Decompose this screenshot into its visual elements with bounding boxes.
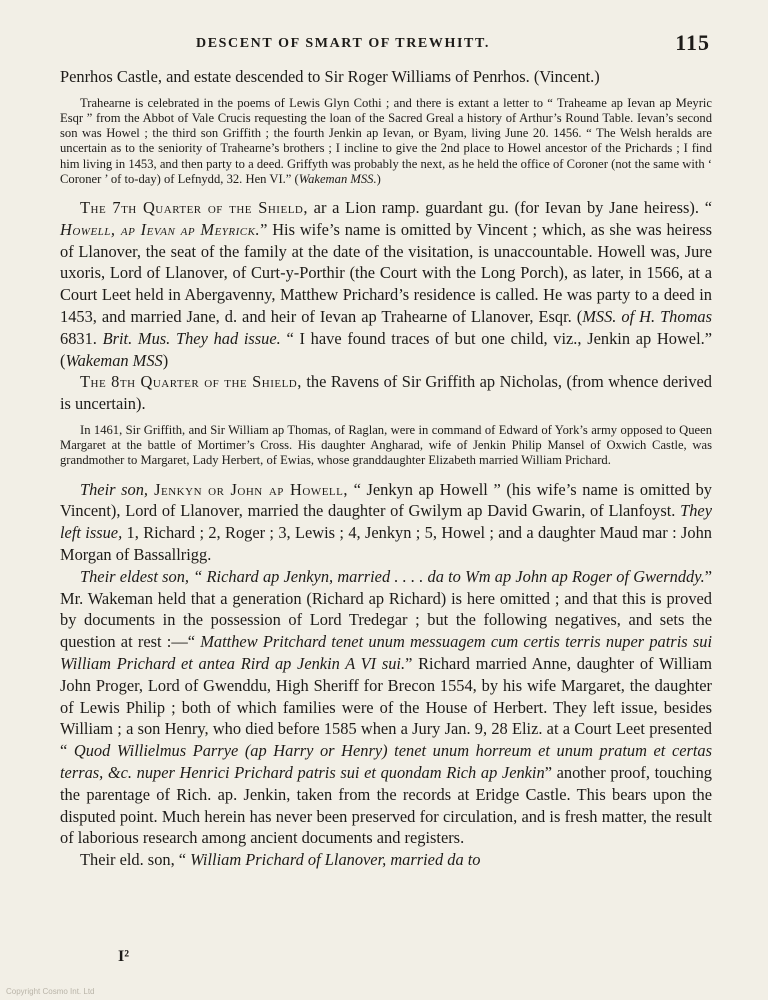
paragraph-jenkyn: Their son, Jenkyn or John ap Howell, “ Jenkyn ap Howell ” (his wife’s name is omitted by Vincent), Lord of Llanover, married the daughter of Gwilym ap David Gwarin, of Llanfoyst. They left issue, 1, Richard ; 2, Roger ; 3, Lewis ; 4, Jenkyn ; 5, Howel ; and a daughter Maud mar : John Morgan of Bassallrigg. [60, 479, 712, 564]
body-text [60, 66, 712, 871]
paragraph-richard: Their eldest son, “ Richard ap Jenkyn, married . . . . da to Wm ap John ap Roger of Gwernddy.” Mr. Wakeman held that a generation (Richard ap Richard) is here omitted ; and that this is proved by documents in the possession of Lord Tredegar ; but the following negatives, and sets the question at rest :—“ Matthew Pritchard tenet unum messuagem cum certis terris nuper patris sui William Prichard et antea Rird ap Jenkin A VI sui.” Richard married Anne, daughter of William John Proger, Lord of Gwenddu, High Sheriff for Brecon 1554, by his wife Margaret, the daughter of Lewis Philip ; both of which families were of the House of Herbert. They left issue, besides William ; a son Henry, who died before 1585 when a Jury Jan. 9, 28 Eliz. at a Court Leet presented “ Quod Willielmus Parrye (ap Harry or Henry) tenet unum horreum et unum pratum et certas terras, &c. nuper Henrici Prichard patris sui et quondam Rich ap Jenkin” another proof, touching the parentage of Rich. ap. Jenkin, taken from the records at Eridge Castle. This bears upon the disputed point. Much herein has never been preserved for circulation, and is fresh matter, the result of laborious research among ancient documents and registers. [60, 566, 713, 848]
paragraph-penrhos: Penrhos Castle, and estate descended to Sir Roger Williams of Penrhos. (Vincent.) [60, 67, 600, 86]
paragraph-william: Their eld. son, “ William Prichard of Llanover, married da to [80, 850, 481, 870]
note-sir-griffith: In 1461, Sir Griffith, and Sir William ap Thomas, of Raglan, were in command of Edward of York’s army opposed to Queen Margaret at the battle of Mortimer’s Cross. His daughter Angharad, wife of Jenkin Philip Mansel of Oxwich Castle, was grandmother to Margaret, Lady Herbert, of Ewias, whose granddaughter Elizabeth married William Prichard. [60, 422, 712, 468]
note-trahearne: Trahearne is celebrated in the poems of Lewis Glyn Cothi ; and there is extant a letter to “ Traheame ap Ievan ap Meyric Esqr ” from the Abbot of Vale Crucis requesting the loan of the Sacred Greal a history of Arthur’s Round Table. Ievan’s second son was Howel ; the third son Griffith ; the fourth Jenkin ap Ievan, or Byam, living June 20. 1456. “ The Welsh heralds are uncertain as to the seniority of Trahearne’s brothers ; I incline to give the 2nd place to Howel ancestor of the Prichards ; I find him living in 1453, and then party to a deed. Griffyth was probably the next, as he held the office of Coroner (not the same with ‘ Coroner ’ of to-day) of Lefnydd, 32. Hen VI.” (Wakeman MSS.) [60, 95, 712, 186]
page-header [56, 30, 712, 60]
paragraph-seventh-quarter: The 7th Quarter of the Shield, ar a Lion ramp. guardant gu. (for Ievan by Jane heiress). “ Howell, ap Ievan ap Meyrick.” His wife’s name is omitted by Vincent ; which, as she was heiress of Llanover, the seat of the family at the date of the visitation, is unaccountable. Howell was, Jure uxoris, Lord of Llanover, of Curt-y-Porthir (the Court with the Long Porch), as later, in 1566, at a Court Leet held in Abergavenny, Matthew Prichard’s residence is called. He was party to a deed in 1453, and married Jane, d. and heir of Ievan ap Trahearne of Llanover, Esqr. (MSS. of H. Thomas 6831. Brit. Mus. They had issue. “ I have found traces of but one child, viz., Jenkin ap Howel.” (Wakeman MSS) [60, 198, 712, 370]
signature-mark: I² [118, 948, 130, 965]
running-title: DESCENT OF SMART OF TREWHITT. [196, 36, 490, 51]
paragraph-eighth-quarter: The 8th Quarter of the Shield, the Ravens of Sir Griffith ap Nicholas, (from whence derived is uncertain). [60, 372, 712, 414]
copyright-watermark: Copyright Cosmo Int. Ltd [6, 987, 95, 996]
page-number: 115 [675, 30, 710, 55]
